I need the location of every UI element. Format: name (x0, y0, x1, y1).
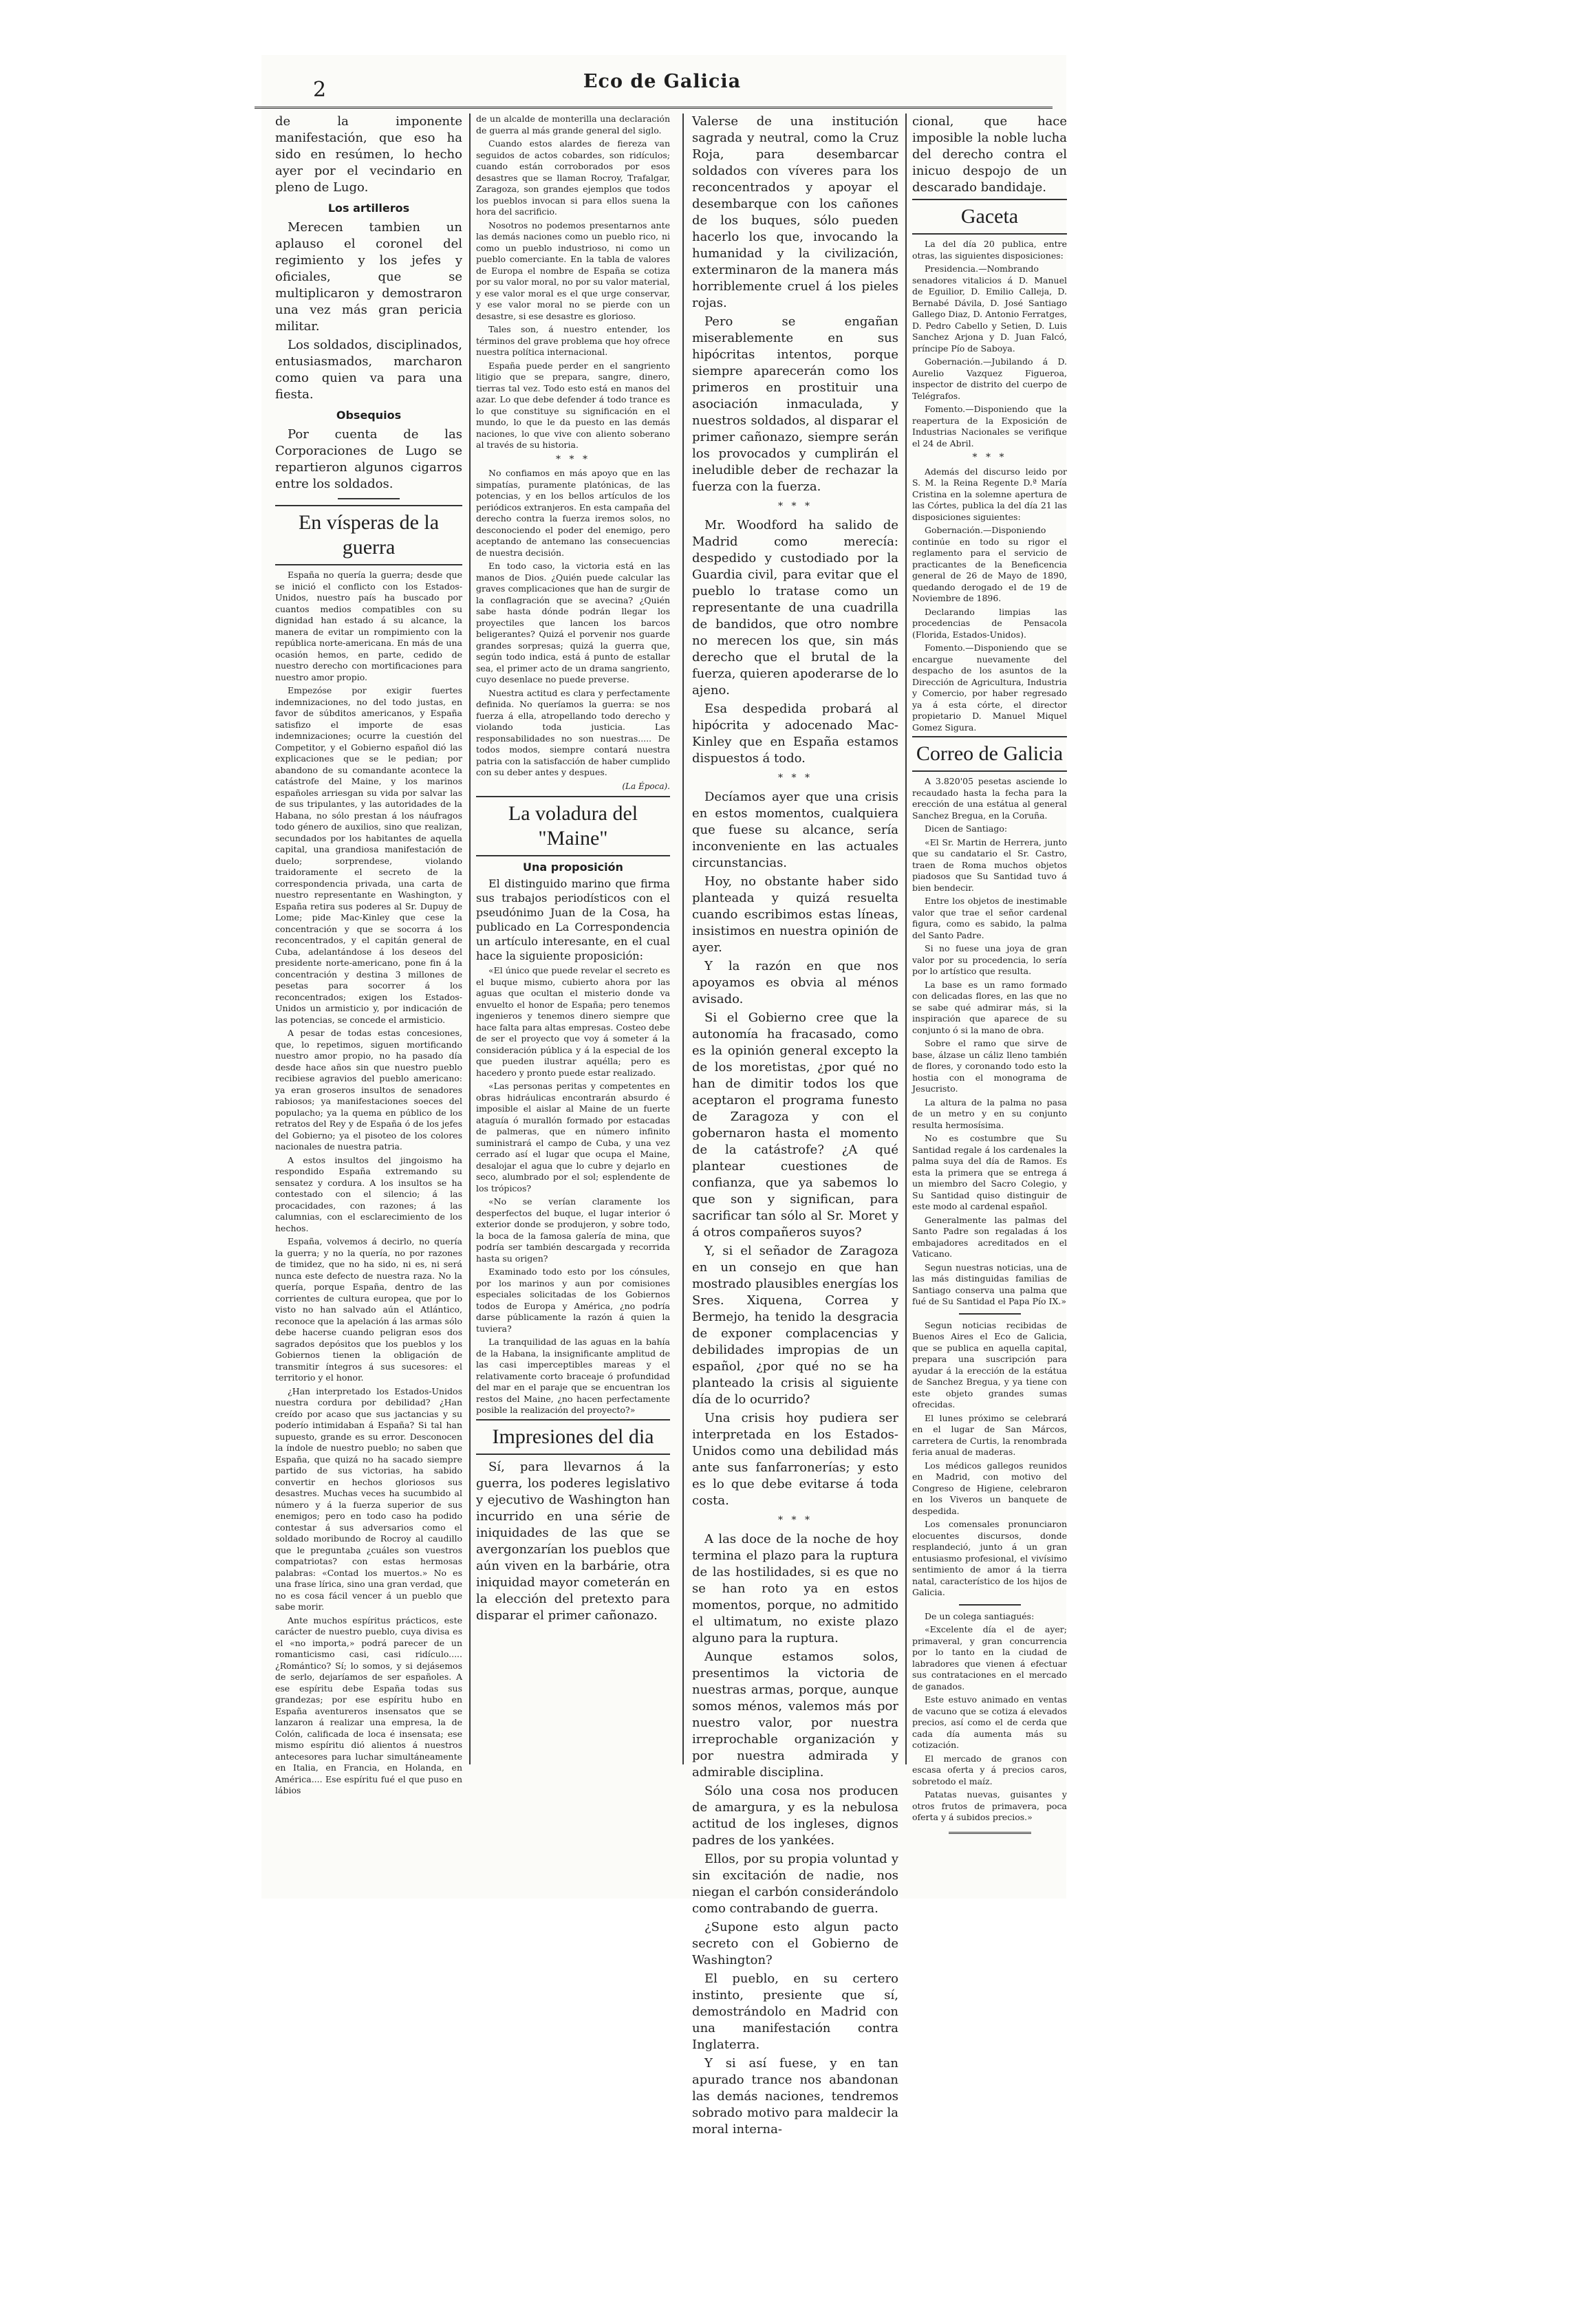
source-signature: (La Época). (622, 781, 670, 791)
paragraph: No es costumbre que Su Santidad regale á los cardenales la palma suya del día de Ramos. Es esta la primera que se entrega á un miembro del Sacro Colegio, y Su Santidad quiso distinguir de este modo al cardenal español. (912, 1133, 1067, 1211)
paragraph: Esa despedida probará al hipócrita y adocenado Mac-Kinley que en España estamos dispuestos á todo. (692, 702, 898, 766)
paragraph: Nosotros no podemos presentarnos ante las demás naciones como un pueblo rico, ni como un pueblo industrioso, ni como un pueblo comerciante. En la tabla de valores de Europa el nombre de España se cotiza por su valor moral, no por su valor material, y ese valor moral es el que urge conservar, y ese valor moral no se pierde con un desastre, si ese desastre es glorioso. (476, 219, 670, 321)
paragraph: ¿Han interpretado los Estados-Unidos nuestra cordura por debilidad? ¿Han creído por acaso que sus jactancias y su poderío intimidaban á España? Si tal han supuesto, grande es su error. Desconocen la índole de nuestro pueblo; no saben que España, que quizá no ha sacado siempre partido de sus victorias, ha sabido convertir en hechos gloriosos sus desastres. Muchas veces ha sucumbido al número y á la fuerza superior de sus enemigos; pero en todo caso ha podido contestar á sus adversarios como el soldado moribundo de Rocroy al caudillo que le preguntaba ¿cuáles son vuestros compatriotas? con estas hermosas palabras: «Contad los muertos.» No es una frase lírica, sino una gran verdad, que no es cosa fácil vencer á un pueblo que sabe morir. (275, 1385, 462, 1612)
paragraph: Sobre el ramo que sirve de base, álzase un cáliz lleno también de flores, y coronando todo esto la hostia con el monograma de Jesucristo. (912, 1038, 1067, 1094)
paragraph: Este estuvo animado en ventas de vacuno que se cotiza á elevados precios, así como el de cerda que cada día aumenta más su cotización. (912, 1694, 1067, 1750)
column-4 (912, 114, 1067, 1822)
paragraph: Nuestra actitud es clara y perfectamente definida. No queríamos la guerra: se nos fuerza á ella, atropellando todo derecho y violando toda justicia. Las responsabilidades no son nuestras..... De todos modos, siempre contará nuestra patria con la satisfacción de haber cumplido con su deber antes y despues. (476, 687, 670, 777)
paragraph: Y si así fuese, y en tan apurado trance nos abandonan las demás naciones, tendremos sobrado motivo para maldecir la moral interna- (692, 2056, 898, 2137)
paragraph: Mr. Woodford ha salido de Madrid como merecía: despedido y custodiado por la Guardia civil, para evitar que el pueblo lo tratase como un representante de una cuadrilla de bandidos, que otro nombre no merecen los que, sin más derecho que el brutal de la fuerza, quieren apoderarse de lo ajeno. (692, 518, 898, 698)
paragraph: Entre los objetos de inestimable valor que trae el señor cardenal figura, como es sabido, la palma del Santo Padre. (912, 896, 1067, 940)
paragraph: Una crisis hoy pudiera ser interpretada en los Estados-Unidos como una debilidad más ante sus fanfarronerías; y esto es lo que debe evitarse á toda costa. (692, 1411, 898, 1508)
subheading: Los artilleros (327, 202, 410, 215)
paragraph: El mercado de granos con escasa oferta y á precios caros, sobretodo el maíz. (912, 1753, 1067, 1786)
asterism: * * * (778, 501, 812, 512)
paragraph: Segun nuestras noticias, una de las más distinguidas familias de Santiago conserva una palma que fué de Su Santidad el Papa Pío IX.» (912, 1262, 1067, 1306)
paragraph: Fomento.—Disponiendo que la reapertura de la Exposición de Industrias Nacionales se verifique el 24 de Abril. (912, 404, 1067, 449)
paragraph: A 3.820'05 pesetas asciende lo recaudado hasta la fecha para la erección de una estátua al general Sanchez Bregua, en la Coruña. (912, 776, 1067, 821)
paragraph: «No se verían claramente los desperfectos del buque, el lugar interior ó exterior donde se produjeron, y sobre todo, la boca de la famosa galería de mina, que podría ser también descargada y recorrida hasta su origen? (476, 1196, 670, 1264)
paragraph: «El Sr. Martin de Herrera, junto que su candatario el Sr. Castro, traen de Roma muchos objetos piadosos que Su Santidad tuvo á bien bendecir. (912, 836, 1067, 893)
paragraph: La tranquilidad de las aguas en la bahía de la Habana, la insignificante amplitud de las casi imperceptibles mareas y el relativamente corto braceaje ó profundidad del mar en el paraje que se encuentran los restos del Maine, ¿no hacen perfectamente posible la realización del proyecto?» (476, 1337, 670, 1415)
paragraph: Valerse de una institución sagrada y neutral, como la Cruz Roja, para desembarcar soldados con víveres para los reconcentrados y apoyar el desembarque con los cañones de los buques, sólo pueden hacerlo los que, invocando la humanidad y la civilización, exterminaron de la manera más horriblemente cruel á los pieles rojas. (692, 114, 898, 310)
paragraph: No confiamos en más apoyo que en las simpatías, puramente platónicas, de las potencias, y en los bellos artículos de los periódicos extranjeros. En esta campaña del derecho contra la fuerza iremos solos, no desconociendo el poder del enemigo, pero aceptando de antemano las consecuencias de nuestra decisión. (476, 468, 670, 558)
paragraph: El pueblo, en su certero instinto, presiente que sí, demostrándolo en Madrid con una manifestación contra Inglaterra. (692, 1971, 898, 2052)
paragraph: Declarando limpias las procedencias de Pensacola (Florida, Estados-Unidos). (912, 606, 1067, 640)
header-rule (255, 107, 1053, 109)
paragraph: Tales son, á nuestro entender, los términos del grave problema que hoy ofrece nuestra política internacional. (476, 324, 670, 357)
column-2 (476, 114, 670, 1761)
paragraph: Fomento.—Disponiendo que se encargue nuevamente del despacho de los asuntos de la Dirección de Agricultura, Industria y Comercio, por haber regresado ya á esta córte, el director propietario D. Manuel Miquel Gomez Sigura. (912, 642, 1067, 733)
paragraph: Hoy, no obstante haber sido planteada y quizá resuelta cuando escribimos estas líneas, insistimos en nuestra opinión de ayer. (692, 874, 898, 955)
column-1 (275, 114, 462, 1795)
paragraph: Ante muchos espíritus prácticos, este carácter de nuestro pueblo, cuya divisa es el «no importa,» podrá parecer de un romanticismo casi, casi ridículo..... ¿Romántico? Sí; lo somos, y si dejásemos de serlo, dejaríamos de ser españoles. A ese espíritu debe España todas sus grandezas; por ese espíritu hubo en España aventureros insensatos que se lanzaron á realizar una empresa, la de Colón, calificada de loca é insensata; ese mismo espíritu dió alientos á nuestros antecesores para luchar simultáneamente en Italia, en Francia, en Holanda, en América.... Ese espíritu fué el que puso en lábios (275, 1614, 462, 1795)
column-3 (692, 114, 898, 2137)
paragraph: Sí, para llevarnos á la guerra, los poderes legislativo y ejecutivo de Washington han incurrido en una série de iniquidades de las que se avergonzarían los pueblos que aún viven en la barbárie, otra iniquidad mayor cometerán en la elección del pretexto para disparar el primer cañonazo. (476, 1459, 670, 1623)
asterism: * * * (972, 452, 1007, 463)
paragraph: de un alcalde de monterilla una declaración de guerra al más grande general del siglo. (476, 114, 670, 136)
paragraph: Merecen tambien un aplauso el coronel del regimiento y los jefes y oficiales, que se multiplicaron y demostraron una vez más gran pericia militar. (275, 220, 462, 334)
paragraph: España, volvemos á decirlo, no quería la guerra; y no la quería, no por razones de timidez, que no ha sido, ni es, ni será nunca este defecto de nuestra raza. No la quería, porque España, dentro de las corrientes de cultura europea, que por lo visto no han salvado aún el Atlántico, reconoce que la apelación á las armas sólo debe hacerse cuando peligran esos dos sagrados depósitos que los pueblos y los Gobiernos tienen la obligación de transmitir íntegros á sus sucesores: el territorio y el honor. (275, 1236, 462, 1383)
paragraph: Y, si el señador de Zaragoza en un consejo en que han mostrado plausibles energías los Sres. Xiquena, Correa y Bermejo, ha tenido la desgracia de exponer complacencias y debilidades impropias de un español, ¿por qué no se ha planteado la crisis al siguiente día de lo ocurrido? (692, 1244, 898, 1407)
section-rule (338, 498, 400, 499)
paragraph: Gobernación.—Jubilando á D. Aurelio Vazquez Figueroa, inspector de distrito del cuerpo de Telégrafos. (912, 356, 1067, 401)
end-rule (949, 1832, 1031, 1834)
subheading: Una proposición (523, 861, 623, 874)
asterism: * * * (556, 453, 590, 465)
section-title: La voladura del "Maine" (476, 796, 670, 856)
paragraph: Cuando estos alardes de fiereza van seguidos de actos cobardes, son ridículos; cuando están corroborados por esos desastres que se llaman Rocroy, Trafalgar, Zaragoza, son grandes ejemplos que todos los pueblos invocan si para ellos suena la hora del sacrificio. (476, 138, 670, 217)
paragraph: Ellos, por su propia voluntad y sin excitación de nadie, nos niegan el carbón considerándolo como contrabando de guerra. (692, 1852, 898, 1916)
paragraph: La del día 20 publica, entre otras, las siguientes disposiciones: (912, 239, 1067, 261)
paragraph: Si el Gobierno cree que la autonomía ha fracasado, como es la opinión general excepto la de los moretistas, ¿por qué no han de dimitir todos los que aceptaron el programa funesto de Zaragoza y con el gobernaron hasta el momento de la catástrofe? ¿A qué plantear cuestiones de confianza, que ya sabemos lo que son y significan, para sacrificar tan sólo al Sr. Moret y á otros compañeros suyos? (692, 1011, 898, 1240)
paragraph: Segun noticias recibidas de Buenos Aires el Eco de Galicia, que se publica en aquella capital, prepara una suscripción para ayudar á la erección de la estátua de Sanchez Bregua, y ya tiene con este objeto grandes sumas ofrecidas. (912, 1319, 1067, 1409)
page-header (265, 65, 1059, 107)
asterism: * * * (778, 773, 812, 784)
section-title: En vísperas de la guerra (275, 505, 462, 565)
paragraph: «Las personas peritas y competentes en obras hidráulicas encontrarán absurdo é imposible el aislar al Maine de un fuerte ataguía ó murallón formado por estacadas de palmeras, que en número infinito suministrará el campo de Cuba, y una vez cerrado así el lugar que ocupa el Maine, desalojar el agua que lo cubre y dejarlo en seco, alumbrado por el sol; esplendente de los trópicos? (476, 1081, 670, 1193)
paragraph: España no quería la guerra; desde que se inició el conflicto con los Estados-Unidos, nuestro país ha buscado por cuantos medios compatibles con su dignidad han estado á su alcance, la manera de evitar un rompimiento con la república norte-americana. En más de una ocasión hemos, en parte, cedido de nuestro derecho con mortificaciones para nuestro amor propio. (275, 570, 462, 682)
column-divider (905, 114, 907, 1764)
paragraph: Los soldados, disciplinados, entusiasmados, marcharon como quien va para una fiesta. (275, 338, 462, 402)
column-divider (682, 114, 684, 1764)
paragraph: «Excelente día el de ayer; primaveral, y gran concurrencia por lo tanto en la ciudad de labradores que vienen á efectuar sus contrataciones en el mercado de ganados. (912, 1624, 1067, 1692)
paragraph: España puede perder en el sangriento litigio que se prepara, sangre, dinero, tierras tal vez. Todo esto está en manos del azar. Lo que debe defender á todo trance es lo que constituye su significación en el mundo, lo que le da puesto en las demás naciones, lo que vive con aliento soberano al través de su historia. (476, 360, 670, 450)
paragraph: Dicen de Santiago: (925, 823, 1008, 834)
paragraph: Aunque estamos solos, presentimos la victoria de nuestras armas, porque, aunque somos ménos, valemos más por nuestro valor, por nuestra irreprochable organización y por nuestra admirada y admirable disciplina. (692, 1650, 898, 1780)
paragraph: Los comensales pronunciaron elocuentes discursos, donde resplandeció, junto á un gran entusiasmo profesional, el vivísimo sentimiento de amor á la tierra natal, característico de los hijos de Galicia. (912, 1519, 1067, 1597)
paragraph: Patatas nuevas, guisantes y otros frutos de primavera, poca oferta y á subidos precios.» (912, 1789, 1067, 1822)
paragraph: De un colega santiagués: (925, 1610, 1035, 1621)
paragraph: El lunes próximo se celebrará en el lugar de San Márcos, carretera de Curtis, la renombrada feria anual de maderas. (912, 1412, 1067, 1457)
subheading: Obsequios (336, 409, 402, 422)
paragraph: cional, que hace imposible la noble lucha del derecho contra el inicuo despojo de un descarado bandidaje. (912, 114, 1067, 195)
paragraph: El distinguido marino que firma sus trabajos periodísticos con el pseudónimo Juan de la Cosa, ha publicado en La Correspondencia un artículo interesante, en el cual hace la siguiente proposición: (476, 877, 670, 962)
paragraph: de la imponente manifestación, que eso ha sido en resúmen, lo hecho ayer por el vecindario en pleno de Lugo. (275, 114, 462, 195)
paragraph: ¿Supone esto algun pacto secreto con el Gobierno de Washington? (692, 1920, 898, 1967)
section-title: Impresiones del dia (476, 1419, 670, 1455)
paragraph: A estos insultos del jingoismo ha respondido España extremando su sensatez y cordura. A los insultos se ha contestado con el silencio; á las procacidades, con razones; á las calumnias, con el esclarecimiento de los hechos. (275, 1154, 462, 1233)
section-title: Gaceta (912, 199, 1067, 235)
paragraph: Los médicos gallegos reunidos en Madrid, con motivo del Congreso de Higiene, celebraron en los Viveros un banquete de despedida. (912, 1460, 1067, 1516)
paragraph: «El único que puede revelar el secreto es el buque mismo, cubierto ahora por las aguas que ocultan el misterio donde va envuelto el honor de España; pero tenemos ingenieros y tenemos dinero siempre que hace falta para altas empresas. Costeo debe de ser el proyecto que voy á someter á la consideración pública y á la especial de los que pueden ilustrar aquélla; pero es hacedero y pronto puede estar realizado. (476, 965, 670, 1078)
paragraph: Y la razón en que nos apoyamos es obvia al ménos avisado. (692, 959, 898, 1006)
paragraph: Generalmente las palmas del Santo Padre son regaladas á los embajadores acreditados en el Vaticano. (912, 1214, 1067, 1259)
paragraph: Examinado todo esto por los cónsules, por los marinos y aun por comisiones especiales solicitadas de los Gobiernos todos de Europa y América, ¿no podría darse públicamente la razón á quien la tuviera? (476, 1266, 670, 1334)
paragraph: Sólo una cosa nos producen de amargura, y es la nebulosa actitud de los ingleses, dignos padres de los yankées. (692, 1784, 898, 1848)
paragraph: A las doce de la noche de hoy termina el plazo para la ruptura de las hostilidades, si es que no se han roto ya en estos momentos, porque, no admitido el ultimatum, no existe plazo alguno para la ruptura. (692, 1532, 898, 1645)
paragraph: Por cuenta de las Corporaciones de Lugo se repartieron algunos cigarros entre los soldados. (275, 427, 462, 491)
paragraph: En todo caso, la victoria está en las manos de Dios. ¿Quién puede calcular las graves complicaciones que han de surgir de la conflagración que se avecina? ¿Quién sabe hasta dónde podrán llegar los proyectiles que lancen los barcos beligerantes? Quizá el porvenir nos guarde grandes sorpresas; quizá la guerra que, según todo indica, está á punto de estallar sea, el primer acto de un drama sangriento, cuyo desenlace no puede preverse. (476, 561, 670, 684)
paragraph: La altura de la palma no pasa de un metro y en su conjunto resulta hermosísima. (912, 1097, 1067, 1130)
paragraph: Presidencia.—Nombrando senadores vitalicios á D. Manuel de Eguilior, D. Emilio Calleja, D. Bernabé Dávila, D. José Santiago Gallego Diaz, D. Antonio Ferratges, D. Pedro Cabello y Setien, D. Luis Sanchez Arjona y D. Juan Falcó, príncipe Pío de Saboya. (912, 263, 1067, 354)
paragraph: Gobernación.—Disponiendo continúe en todo su rigor el reglamento para el servicio de practicantes de la Beneficencia general de 26 de Mayo de 1890, quedando derogado el de 19 de Noviembre de 1896. (912, 525, 1067, 603)
asterism: * * * (778, 1515, 812, 1526)
paragraph: A pesar de todas estas concesiones, que, lo repetimos, siguen mortificando nuestro amor propio, no ha pasado día desde hace años sin que nuestro pueblo recibiese agravios del pueblo americano: ya eran groseros insultos de senadores rabiosos; ya manifestaciones soeces del populacho; ya la quema en público de los retratos del Rey y de España ó de los jefes del Gobierno; ya el pisoteo de los colores nacionales de nuestra patria. (275, 1028, 462, 1152)
paragraph: Empezóse por exigir fuertes indemnizaciones, no del todo justas, en favor de súbditos americanos, y España satisfizo el importe de esas indemnizaciones; ocurre la cuestión del Competitor, y el Gobierno español dió las explicaciones que se le pedian; por abandono de su comandante acontece la catástrofe del Maine, y los marinos españoles arriesgan su vida por salvar las de sus tripulantes, y las autoridades de la Habana, no sólo prestan á los náufragos todo género de auxilios, sino que realizan, secundados por los habitantes de aquella capital, una grandiosa manifestación de duelo; sorprendese, violando traidoramente el secreto de la correspondencia privada, una carta de nuestro representante en Washington, y España retira sus poderes al Sr. Dupuy de Lome; pide Mac-Kinley que cese la concentración y que se socorra á los reconcentrados, y el capitán general de Cuba, adelantándose á los deseos del presidente norte-americano, pone fin á la concentración y destina 3 millones de pesetas para socorrer á los reconcentrados; exigen los Estados-Unidos un armisticio y, por indicación de las potencias, se concede el armisticio. (275, 685, 462, 1025)
section-title: Correo de Galicia (912, 736, 1067, 772)
section-rule (959, 1604, 1021, 1606)
column-divider (469, 114, 471, 1764)
paragraph: Pero se engañan miserablemente en sus hipócritas intentos, porque siempre aparecerán como los primeros en prostituir una asociación inmaculada, y nuestros soldados, al disparar el primer cañonazo, siempre serán los provocados y cumplirán el ineludible deber de rechazar la fuerza con la fuerza. (692, 314, 898, 494)
newspaper-title: Eco de Galicia (583, 71, 742, 92)
paragraph: La base es un ramo formado con delicadas flores, en las que no se sabe qué admirar más, si la inspiración que aparece de su conjunto ó si la mano de obra. (912, 979, 1067, 1035)
paragraph: Si no fuese una joya de gran valor por su procedencia, lo sería por lo artístico que resulta. (912, 943, 1067, 976)
section-rule (959, 1313, 1021, 1315)
page-number: 2 (313, 78, 327, 102)
paragraph: Decíamos ayer que una crisis en estos momentos, cualquiera que fuese su alcance, sería inconveniente en las actuales circunstancias. (692, 790, 898, 870)
paragraph: Además del discurso leido por S. M. la Reina Regente D.ª María Cristina en la solemne apertura de las Córtes, publica la del día 21 las disposiciones siguientes: (912, 466, 1067, 522)
